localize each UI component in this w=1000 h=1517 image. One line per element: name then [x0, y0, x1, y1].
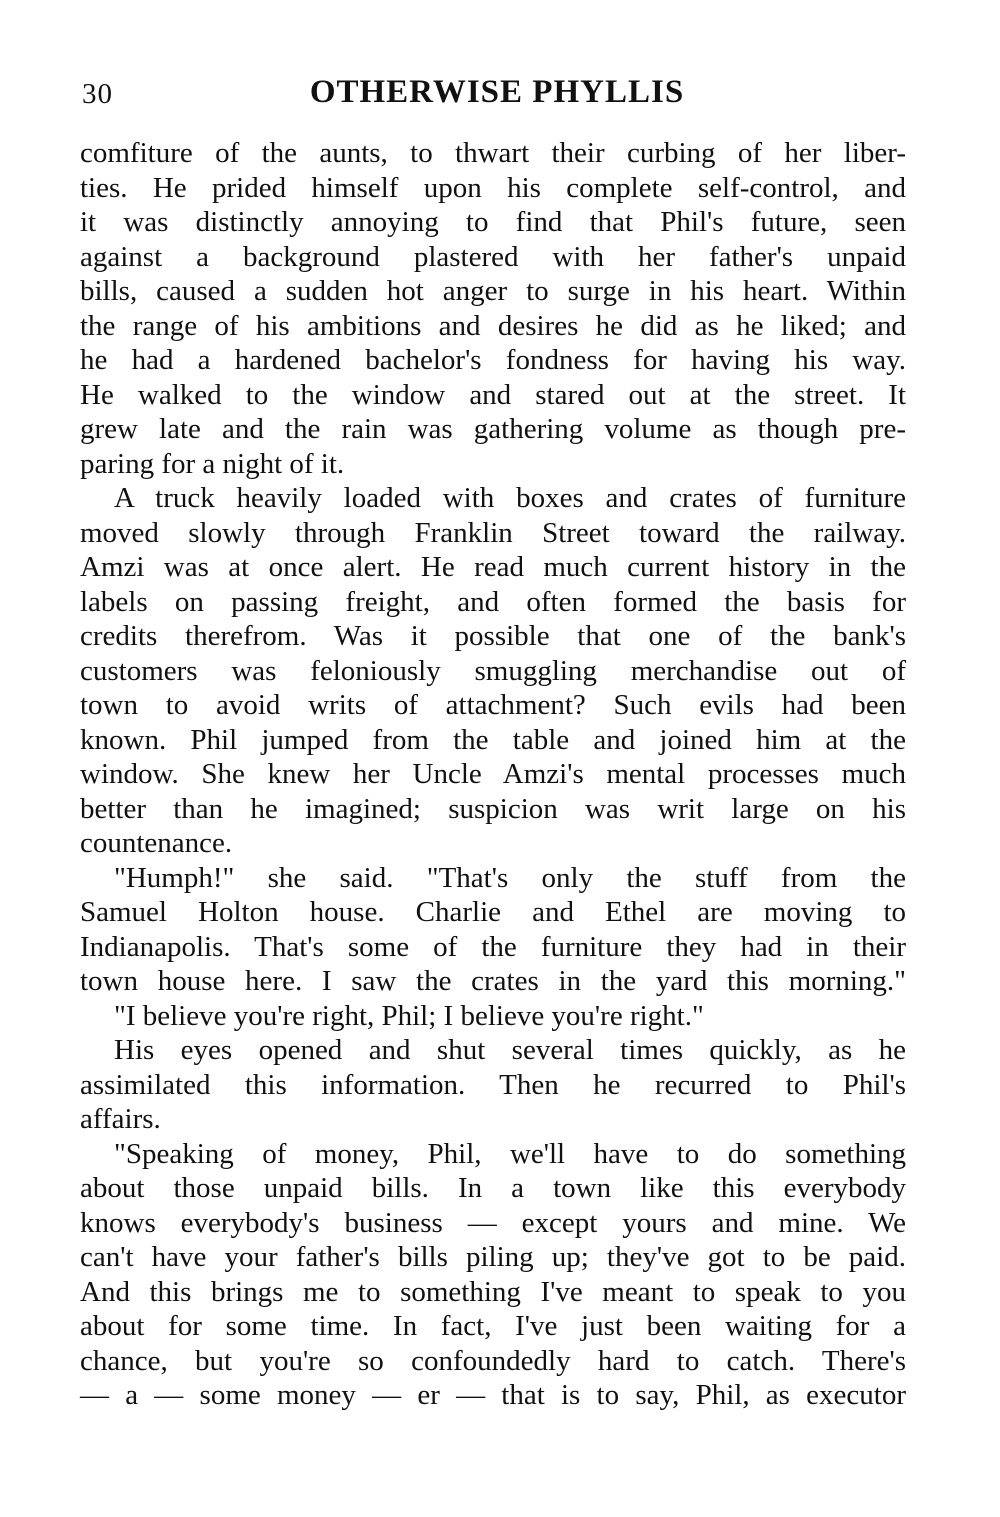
text-line: His eyes opened and shut several times quickly, as he — [114, 1034, 906, 1066]
text-line: customers was feloniously smuggling merchandise out of — [80, 654, 906, 687]
text-line: Indianapolis. That's some of the furniture they had in their — [80, 930, 906, 963]
text-line: paring for a night of it. — [80, 447, 345, 480]
text-line: grew late and the rain was gathering volume as though pre- — [80, 413, 906, 445]
text-line: He walked to the window and stared out at the street. It — [80, 378, 906, 411]
text-line: knows everybody's business — except yours and mine. We — [80, 1206, 906, 1239]
text-line: about for some time. In fact, I've just been waiting for a — [80, 1310, 906, 1342]
text-line: can't have your father's bills piling up; they've got to be paid. — [80, 1241, 906, 1273]
text-line: town to avoid writs of attachment? Such evils had been — [80, 689, 906, 721]
text-line: town house here. I saw the crates in the yard this morning." — [80, 965, 906, 997]
text-line: bills, caused a sudden hot anger to surge in his heart. Within — [80, 275, 906, 307]
text-line: against a background plastered with her father's unpaid — [80, 240, 906, 273]
text-line: comfiture of the aunts, to thwart their curbing of her liber- — [80, 137, 906, 169]
text-line: Samuel Holton house. Charlie and Ethel are moving to — [80, 896, 906, 928]
text-line: he had a hardened bachelor's fondness for having his way. — [80, 344, 906, 376]
text-line: affairs. — [80, 1103, 161, 1135]
text-line: moved slowly through Franklin Street toward the railway. — [80, 516, 906, 549]
text-line: — a — some money — er — that is to say, Phil, as executor — [80, 1379, 906, 1411]
running-title: OTHERWISE PHYLLIS — [309, 74, 685, 110]
text-line: A truck heavily loaded with boxes and crates of furniture — [114, 482, 906, 514]
text-line: assimilated this information. Then he recurred to Phil's — [80, 1068, 906, 1101]
body-text — [80, 136, 906, 1413]
text-line: countenance. — [80, 827, 233, 859]
text-line: about those unpaid bills. In a town like this everybody — [80, 1172, 906, 1204]
text-line: credits therefrom. Was it possible that one of the bank's — [80, 620, 906, 652]
text-line: Amzi was at once alert. He read much current history in the — [80, 551, 906, 583]
text-line: ties. He prided himself upon his complete self-control, and — [80, 171, 906, 204]
text-line: known. Phil jumped from the table and joined him at the — [80, 723, 906, 756]
running-head — [82, 74, 912, 118]
text-line: better than he imagined; suspicion was writ large on his — [80, 792, 906, 825]
text-line: the range of his ambitions and desires he did as he liked; and — [80, 309, 906, 342]
text-line: labels on passing freight, and often formed the basis for — [80, 585, 906, 618]
text-line: it was distinctly annoying to find that Phil's future, seen — [80, 206, 906, 238]
text-line: "Speaking of money, Phil, we'll have to do something — [114, 1137, 906, 1170]
text-line: chance, but you're so confoundedly hard to catch. There's — [80, 1344, 906, 1377]
text-line: window. She knew her Uncle Amzi's mental processes much — [80, 758, 906, 790]
text-line: "I believe you're right, Phil; I believe you're right." — [114, 999, 704, 1032]
page-number: 30 — [82, 78, 113, 110]
text-line: And this brings me to something I've meant to speak to you — [80, 1275, 906, 1308]
text-line: "Humph!" she said. "That's only the stuff from the — [114, 861, 906, 894]
